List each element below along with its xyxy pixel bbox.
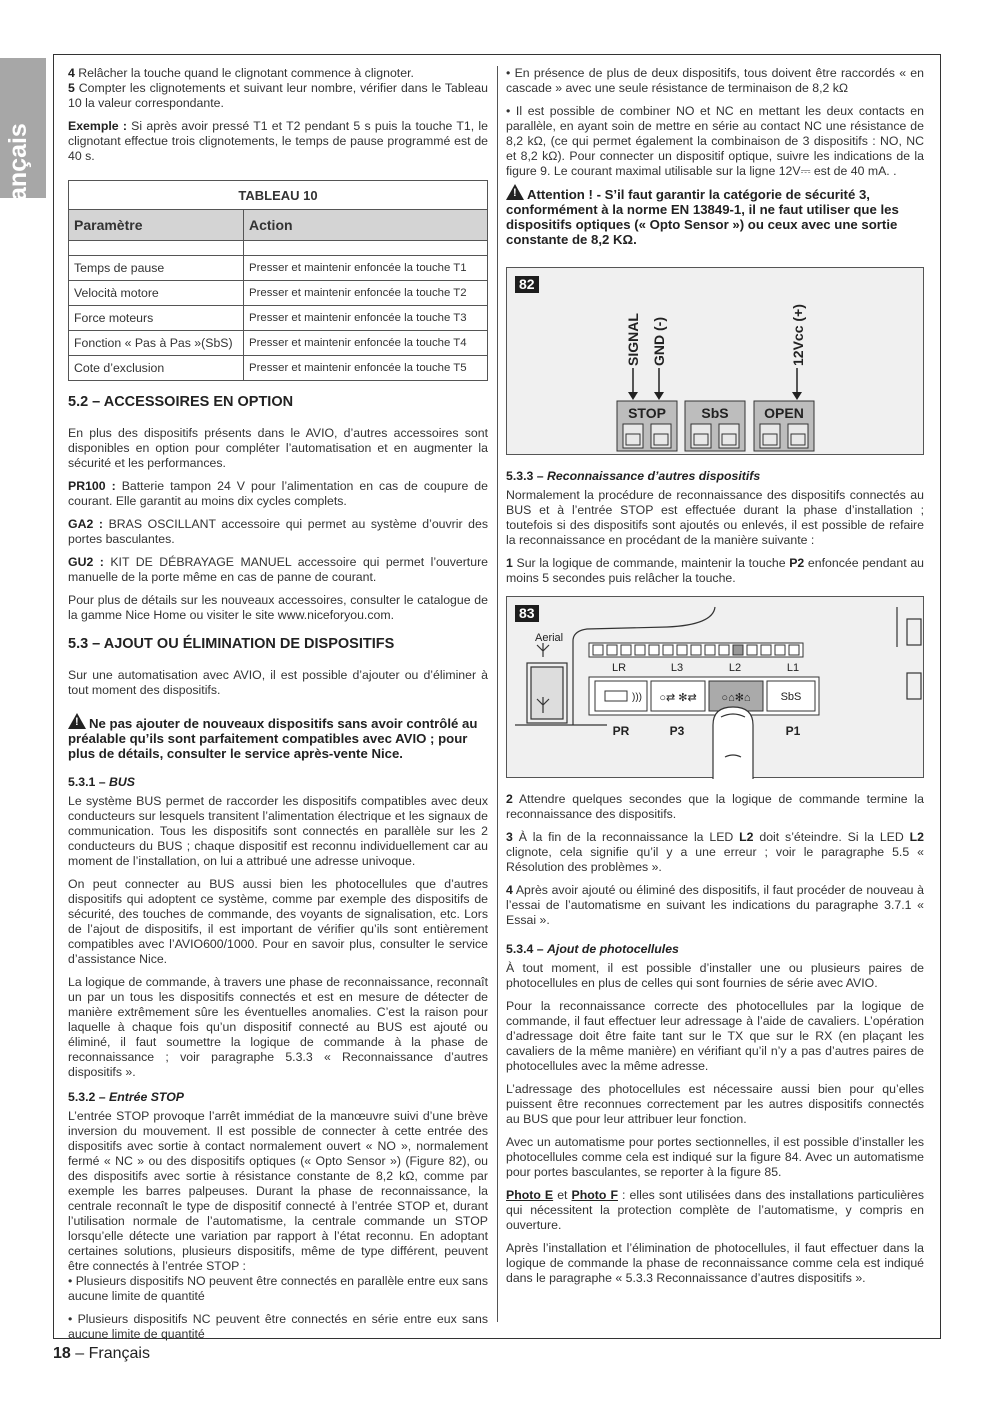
- warning-icon: [68, 713, 86, 729]
- block-stop-label: STOP: [628, 405, 666, 421]
- block-open-label: OPEN: [764, 405, 804, 421]
- step-4: 4 Relâcher la touche quand le clignotant commence à clignoter.: [68, 66, 414, 80]
- figure-83-number: 83: [515, 605, 539, 622]
- figure-82-diagram: [507, 268, 925, 456]
- s533-p1: Normalement la procédure de reconnaissance des dispositifs connectés au BUS et à l’entrée STOP est effectuée durant la phase d’installation ; toutefois si des dispositifs sont ajoutés ou enlevés, il est possible de refaire la reconnaissance en procédant de la manière suivante :: [506, 488, 924, 547]
- table-title: TABLEAU 10: [69, 181, 488, 210]
- sbs-button-label: SbS: [780, 691, 802, 703]
- s534-title: 5.3.4 – Ajout de photocellules: [506, 942, 679, 956]
- s53-warning: !Ne pas ajouter de nouveaux dispositifs sans avoir contrôlé au préalable qu’ils sont parfaitement compatibles avec AVIO ; pour plus de détails, consulter le service après-vente Nice.: [68, 712, 488, 761]
- table-row: Force moteurs Presser et maintenir enfoncée la touche T3: [69, 306, 488, 331]
- s532-bullet-2: • Plusieurs dispositifs NC peuvent être connectés en série entre eux sans aucune limite de quantité: [68, 1312, 488, 1341]
- button-row: [589, 677, 819, 715]
- s53-intro: Sur une automatisation avec AVIO, il est possible d’ajouter ou d’éliminer à tout moment des dispositifs.: [68, 668, 488, 697]
- led-l3-label: L3: [670, 662, 684, 674]
- s534-p2: Pour la reconnaissance correcte des photocellules par la logique de commande, il faut effectuer leur adressage à l’aide de cavaliers. L’opération d’adressage doit être faite tant sur le TX que sur le RX (en plaçant les cavaliers de la même manière) en vérifiant qu’il n’y a pas d’autres paires de photocellules avec la même adresse.: [506, 999, 924, 1073]
- language-side-tab: [0, 58, 46, 226]
- led-l1-label: L1: [786, 662, 800, 674]
- table-header-action: Action: [244, 210, 488, 241]
- pr100-paragraph: PR100 : Batterie tampon 24 V pour l’alimentation en cas de coupure de courant. Elle garantit au moins dix cycles complets.: [68, 479, 488, 508]
- svg-text:))): ))): [632, 692, 642, 703]
- svg-text:○⇄ ✻⇄: ○⇄ ✻⇄: [659, 692, 697, 704]
- block-sbs-label: SbS: [701, 405, 729, 421]
- s534-p6: Après l’installation et l’élimination de photocellules, il faut effectuer dans la logique de commande la phase de reconnaissance comme cela est indiqué dans le paragraphe « 5.3.3 Reconnaissance d’autres dispositifs ».: [506, 1241, 924, 1285]
- example-paragraph: Exemple : Si après avoir pressé T1 et T2 pendant 5 s puis la touche T1, le clignotant effectue trois clignotements, le temps de pause programmé est de 40 s.: [68, 119, 489, 163]
- footer-language: Français: [88, 1345, 150, 1362]
- s533-step-4: 4 Après avoir ajouté ou éliminé des dispositifs, il faut procéder de nouveau à l’essai de l’automatisme en suivant les indications du paragraphe 3.7.1 « Essai ».: [506, 883, 924, 927]
- figure-82-number: 82: [515, 276, 539, 293]
- s531-p1: Le système BUS permet de raccorder les dispositifs compatibles avec deux conducteurs sur lesquels transitent l’alimentation électrique et les signaux de communication. Tous les dispositifs sont connectés en parallèle sur les 2 conducteurs du BUS ; chaque dispositif est reconnu individuellement car au moment de l’installation, on lui a attribué une adresse univoque.: [68, 794, 488, 868]
- table-row: Velocità motore Presser et maintenir enfoncée la touche T2: [69, 281, 488, 306]
- s533-title: 5.3.3 – Reconnaissance d’autres dispositifs: [506, 469, 761, 483]
- s534-p3: L’adressage des photocellules est nécessaire aussi bien pour qu’elles puissent être reconnues correctement par les autres dispositifs connectés au BUS que pour leur attribuer leur fonction.: [506, 1082, 924, 1126]
- vcc-label: 12Vcc (+): [790, 304, 806, 366]
- s534-p5: Photo E et Photo F : elles sont utilisées dans des installations particulières qui nécessitent la protection complète de l’automatisme, y compris en ouverture.: [506, 1188, 925, 1232]
- s532-p1: L’entrée STOP provoque l’arrêt immédiat de la manœuvre suivi d’une brève inversion du mouvement. Il est possible de connecter à cette entrée des dispositifs avec sortie à contact normalement ouvert « NO », normalement fermé « NC » ou des dispositifs optiques (« Opto Sensor ») (Figure 82), ou des dispositifs avec sortie à résistance constante de 8,2 kΩ, comme par exemple les barres palpeuses. Durant la phase de reconnaissance, la centrale reconnaît le type de dispositif connecté à l’entrée STOP et, durant l’utilisation normale de l’automatisme, la centrale commande un STOP lorsqu’elle détecte une variation par rapport à l’état reconnu. En adoptant certaines solutions, plusieurs dispositifs, même de type différent, peuvent être connectés à l’entrée STOP :: [68, 1109, 488, 1273]
- signal-label: SIGNAL: [625, 313, 641, 366]
- section-5-2-title: 5.2 – ACCESSOIRES EN OPTION: [68, 394, 294, 410]
- ga2-paragraph: GA2 : BRAS OSCILLANT accessoire qui permet au système d’ouvrir des portes basculantes.: [68, 517, 488, 546]
- bullet-combine: • Il est possible de combiner NO et NC en mettant les deux contacts en parallèle, en ayant soin de mettre en série au contact NC une résistance de 8,2 kΩ, (ce qui permet également la combinaison de 3 dispositifs : NO, NC et 8,2 kΩ). Pour connecter un dispositif optique, suivre les indications de la figure 9. Le courant maximal utilisable sur la ligne 12V⎓ est de 40 mA. .: [506, 104, 924, 178]
- figure-83-diagram: [507, 597, 925, 779]
- svg-text:○⌂✻⌂: ○⌂✻⌂: [721, 692, 751, 704]
- s532-warning: !Attention ! - S’il faut garantir la catégorie de sécurité 3, conformément à la norme EN 13849-1, il ne faut utiliser que les dispositifs optiques (« Opto Sensor ») ou ceux avec une sortie constante de 8,2 KΩ.: [506, 183, 924, 247]
- s534-p1: À tout moment, il est possible d’installer une ou plusieurs paires de photocellules en plus de celles qui sont fournies de série avec AVIO.: [506, 961, 924, 990]
- s531-p2: On peut connecter au BUS aussi bien les photocellules que d’autres dispositifs qui adoptent ce système, comme par exemple des dispositifs de sécurité, des touches de commande, des voyants de signalisation, etc. Lors de l’ajout de dispositifs, il est important de vérifier qu’ils sont entièrement compatibles avec l’AVIO600/1000. Pour en savoir plus, consulter le service d’assistance Nice.: [68, 877, 488, 966]
- step-5: 5 Compter les clignotements et suivant leur nombre, vérifier dans le Tableau 10 la valeur correspondante.: [68, 81, 488, 110]
- warning-icon: [506, 184, 524, 200]
- figure-83: [506, 596, 924, 778]
- section-5-3-title: 5.3 – AJOUT OU ÉLIMINATION DE DISPOSITIFS: [68, 636, 395, 652]
- s534-p4: Avec un automatisme pour portes sectionnelles, il est possible d’installer les photocellules comme cela est indiqué sur la figure 84. Avec un automatisme pour portes basculantes, se reporter à la figure 85.: [506, 1135, 924, 1179]
- s52-more: Pour plus de détails sur les nouveaux accessoires, consulter le catalogue de la gamme Nice Home ou visiter le site www.niceforyou.com.: [68, 593, 488, 622]
- left-column: [68, 66, 488, 1350]
- button-pr-label: PR: [612, 724, 630, 738]
- s531-title: 5.3.1 – BUS: [68, 775, 135, 789]
- s533-step-2: 2 Attendre quelques secondes que la logique de commande termine la reconnaissance des dispositifs.: [506, 792, 924, 821]
- s533-step-1: 1 Sur la logique de commande, maintenir la touche P2 enfoncée pendant au moins 5 secondes puis relâcher la touche.: [506, 556, 924, 585]
- page-number: 18: [53, 1345, 71, 1362]
- s52-intro: En plus des dispositifs présents dans le AVIO, d’autres accessoires sont disponibles en option pour compléter l’automatisation et en augmenter la sécurité et les performances.: [68, 426, 488, 470]
- side-tab-label: Français: [4, 123, 32, 226]
- right-column: [506, 66, 924, 1294]
- gu2-paragraph: GU2 : KIT DE DÉBRAYAGE MANUEL accessoire qui permet l’ouverture manuelle de la porte même en cas de panne de courant.: [68, 555, 488, 584]
- aerial-label: Aerial: [535, 632, 564, 644]
- led-strip: [589, 643, 803, 657]
- s531-p3: La logique de commande, à travers une phase de reconnaissance, reconnaît un par un tous les dispositifs connectés et est en mesure de détecter de manière extrêmement sûre les éventuelles anomalies. C’est la raison pour laquelle à chaque fois qu’un dispositif connecté au BUS est ajouté ou éliminé, il faut soumettre la logique de commande à la phase de reconnaissance ; voir paragraphe 5.3.3 « Reconnaissance d’autres dispositifs ».: [68, 975, 488, 1079]
- tableau-10: [68, 180, 488, 381]
- table-row: Cote d’exclusion Presser et maintenir enfoncée la touche T5: [69, 356, 488, 381]
- led-lr-label: LR: [611, 662, 627, 674]
- led-l2-label: L2: [728, 662, 742, 674]
- button-p3-label: P3: [669, 724, 685, 738]
- s532-title: 5.3.2 – Entrée STOP: [68, 1090, 184, 1104]
- figure-82: [506, 267, 924, 455]
- s532-bullet-1: • Plusieurs dispositifs NO peuvent être connectés en parallèle entre eux sans aucune limite de quantité: [68, 1274, 488, 1303]
- table-row: Temps de pause Presser et maintenir enfoncée la touche T1: [69, 256, 488, 281]
- button-p1-label: P1: [785, 724, 801, 738]
- gnd-label: GND (-): [651, 317, 667, 366]
- bullet-cascade: • En présence de plus de deux dispositifs, tous doivent être raccordés « en cascade » avec une seule résistance de terminaison de 8,2 kΩ: [506, 66, 924, 95]
- column-divider: [497, 66, 498, 1322]
- finger-drawing: [713, 707, 753, 779]
- page-footer: 18 – Français: [53, 1345, 150, 1362]
- table-header-parametre: Paramètre: [69, 210, 244, 241]
- s533-step-3: 3 À la fin de la reconnaissance la LED L2 doit s’éteindre. Si la LED L2 clignote, cela signifie qu’il y a une erreur ; voir le paragraphe 5.5 « Résolution des problèmes ».: [506, 830, 924, 874]
- table-row: Fonction « Pas à Pas »(SbS) Presser et maintenir enfoncée la touche T4: [69, 331, 488, 356]
